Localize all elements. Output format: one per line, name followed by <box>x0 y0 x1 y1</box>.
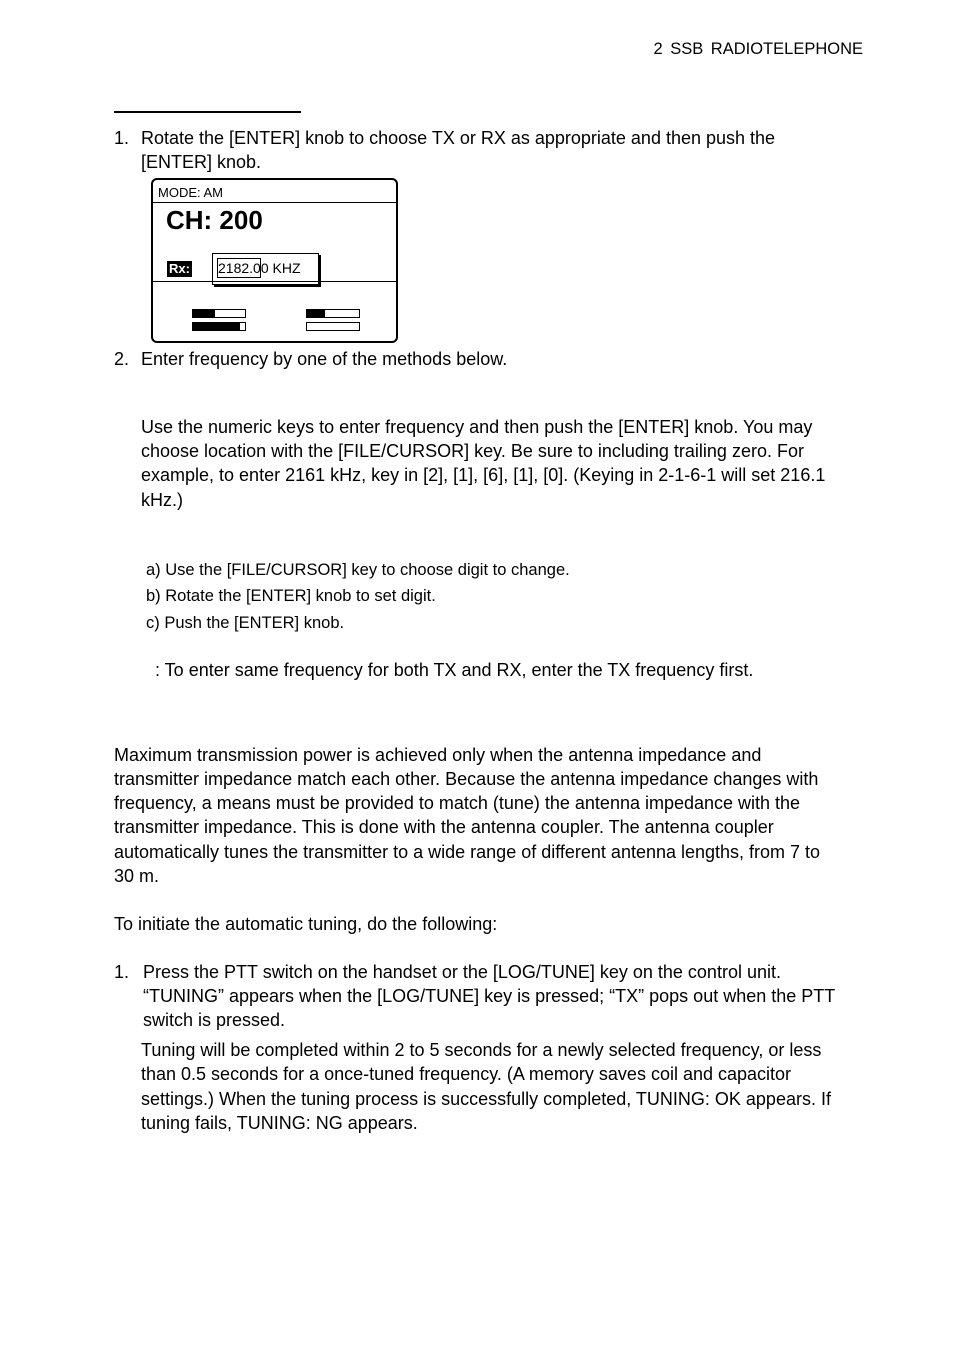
paragraph-line: transmitter impedance. This is done with the antenna coupler. The antenna coupler <box>114 817 774 837</box>
lcd-rx-label: Rx: <box>169 261 190 276</box>
lcd-mode: MODE: AM <box>158 185 224 200</box>
lcd-divider <box>153 202 396 203</box>
substep: b) Rotate the [ENTER] knob to set digit. <box>146 587 436 605</box>
lcd-channel: CH: 200 <box>166 205 263 235</box>
substep: a) Use the [FILE/CURSOR] key to choose digit to change. <box>146 561 570 579</box>
lcd-meter-bar <box>192 322 246 331</box>
lcd-frequency: 2182.00 KHZ <box>218 260 301 276</box>
paragraph-line: frequency, a means must be provided to match (tune) the antenna impedance with the <box>114 793 801 813</box>
paragraph-line: tuning fails, TUNING: NG appears. <box>141 1113 418 1133</box>
paragraph-line: Use the numeric keys to enter frequency and then push the [ENTER] knob. You may <box>141 417 813 437</box>
paragraph-line: Tuning will be completed within 2 to 5 seconds for a newly selected frequency, or less <box>141 1040 822 1060</box>
lcd-display <box>151 178 398 343</box>
lcd-meter-bar <box>306 309 360 318</box>
step-text-line: “TUNING” appears when the [LOG/TUNE] key is pressed; “TX” pops out when the PTT <box>143 986 836 1006</box>
substep: c) Push the [ENTER] knob. <box>146 614 345 632</box>
step-number: 1. <box>114 962 130 982</box>
step-number: 2. <box>114 349 130 369</box>
paragraph-line: automatically tunes the transmitter to a wide range of different antenna lengths, from 7 to <box>114 842 821 862</box>
paragraph-line: example, to enter 2161 kHz, key in [2], [1], [6], [1], [0]. (Keying in 2-1-6-1 will set 216.1 <box>141 465 826 485</box>
paragraph-line: than 0.5 seconds for a once-tuned frequency. (A memory saves coil and capacitor <box>141 1064 792 1084</box>
note-text: : To enter same frequency for both TX and RX, enter the TX frequency first. <box>155 660 754 680</box>
paragraph-line: choose location with the [FILE/CURSOR] key. Be sure to including trailing zero. For <box>141 441 804 461</box>
step-number: 1. <box>114 128 130 148</box>
lcd-meter-bar <box>306 322 360 331</box>
step-text-line: Rotate the [ENTER] knob to choose TX or RX as appropriate and then push the <box>141 128 776 148</box>
step-text-line: Press the PTT switch on the handset or the [LOG/TUNE] key on the control unit. <box>143 962 781 982</box>
step-text-line: [ENTER] knob. <box>141 152 262 172</box>
paragraph-line: Maximum transmission power is achieved only when the antenna impedance and <box>114 745 762 765</box>
lcd-meter-bar <box>192 309 246 318</box>
page-header: 2 SSB RADIOTELEPHONE <box>653 40 863 58</box>
paragraph-line: To initiate the automatic tuning, do the following: <box>114 914 498 934</box>
paragraph-line: kHz.) <box>141 490 183 510</box>
section-rule <box>114 111 301 113</box>
paragraph-line: transmitter impedance match each other. Because the antenna impedance changes with <box>114 769 819 789</box>
paragraph-line: settings.) When the tuning process is successfully completed, TUNING: OK appears. If <box>141 1089 831 1109</box>
lcd-divider <box>153 281 396 282</box>
step-text-line: switch is pressed. <box>143 1010 286 1030</box>
paragraph-line: 30 m. <box>114 866 160 886</box>
step-text-line: Enter frequency by one of the methods below. <box>141 349 508 369</box>
